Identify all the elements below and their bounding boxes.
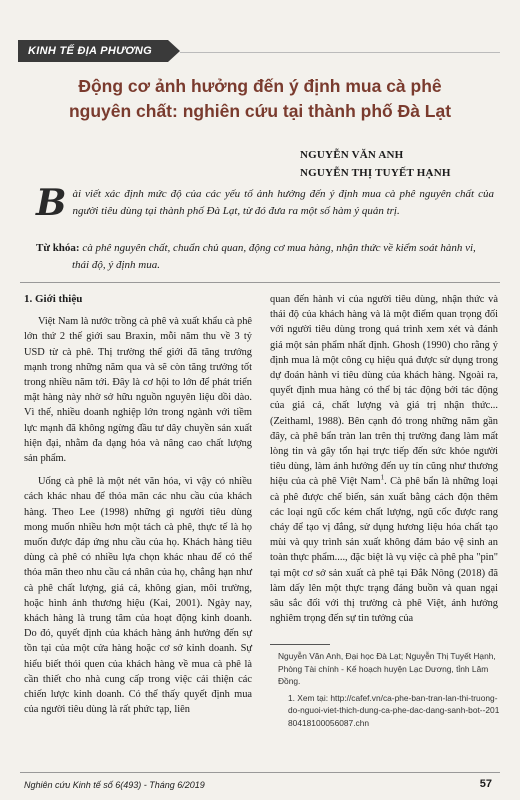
section-heading: 1. Giới thiệu bbox=[24, 293, 83, 305]
author-1: NGUYỄN VĂN ANH bbox=[300, 149, 404, 161]
drop-cap: B bbox=[36, 182, 67, 224]
paragraph bbox=[270, 292, 498, 626]
footnotes bbox=[278, 650, 500, 733]
section-tag: KINH TẾ ĐỊA PHƯƠNG bbox=[18, 40, 168, 62]
author-2: NGUYỄN THỊ TUYẾT HẠNH bbox=[300, 167, 451, 179]
journal-issue: Nghiên cứu Kinh tế số 6(493) - Tháng 6/2019 bbox=[24, 780, 205, 790]
page-number: 57 bbox=[479, 778, 492, 790]
author-list bbox=[300, 146, 451, 182]
title-line-1: Động cơ ảnh hưởng đến ý định mua cà phê bbox=[78, 76, 442, 96]
body-column-left bbox=[24, 292, 252, 725]
footnote-ref[interactable]: 1 bbox=[380, 473, 385, 482]
title-line-2: nguyên chất: nghiên cứu tại thành phố Đà Lạt bbox=[68, 101, 452, 121]
keywords-label: Từ khóa: bbox=[36, 242, 80, 254]
keywords-text: cà phê nguyên chất, chuẩn chủ quan, động cơ mua hàng, nhận thức về kiểm soát hành vi, thái độ, ý định mua. bbox=[72, 242, 476, 271]
author-affiliation: Nguyễn Văn Anh, Đại học Đà Lạt; Nguyễn Thị Tuyết Hạnh, Phòng Tài chính - Kế hoạch huyện Lạc Dương, tỉnh Lâm Đồng. bbox=[278, 651, 496, 686]
abstract bbox=[36, 182, 494, 224]
footnote-1: 1. Xem tại: http://cafef.vn/ca-phe-ban-tran-lan-thi-truong-do-nguoi-viet-thich-dung-ca-phe-dac-dang-sanh-bot--20180418100056087.chn bbox=[288, 692, 500, 728]
section-divider bbox=[20, 282, 500, 283]
footer-rule bbox=[20, 772, 500, 773]
paragraph: Việt Nam là nước trồng cà phê và xuất khẩu cà phê lớn thứ 2 thế giới sau Braxin, mỗi năm thu về 3 tỷ USD từ cà phê. Thị trường thế giới đã tăng trưởng mạnh trong những năm qua và sẽ còn tăng trưởng tốt trong nhiều năm tới. Đây là cơ hội to lớn để phát triển mặt hàng này nhờ sở hữu nguồn nguyên liệu dồi dào. Vì thế, nhiều doanh nghiệp lớn trong ngành với tiềm lực mạnh đã không ngừng đầu tư dây chuyền sản xuất hiện đại, nhằm đa dạng hóa và nâng cao chất lượng sản phẩm. bbox=[24, 316, 252, 465]
footnote-rule bbox=[270, 644, 330, 645]
keywords bbox=[36, 240, 494, 274]
article-title bbox=[20, 74, 500, 124]
paragraph-text-cont: . Cà phê bẩn là những loại cà phê được chế biến, sản xuất bằng cách độn thêm các loại ngũ cốc kém chất lượng, ngũ cốc được rang cháy để tạo vị đắng, sử dụng hương liệu hóa chất tạo mùi và quy trình sản xuất không đảm bảo vệ sinh an toàn thực phẩm...., đặc biệt là vụ việc cà phê pha "pin" tại một cơ sở sản xuất cà phê tại Đắk Nông (2018) đã làm dấy lên một thực trạng đáng buồn và quan ngại sâu sắc đối với thị trường cà phê Việt, ảnh hưởng nghiêm trọng đến sự tin tưởng của bbox=[270, 476, 498, 625]
body-column-right bbox=[270, 292, 498, 634]
header-rule bbox=[180, 52, 500, 53]
paragraph-text: quan đến hành vi của người tiêu dùng, nhận thức và thái độ của khách hàng và là một điểm quan trọng đối với người tiêu dùng trong quá trình xem xét và đánh giá một sản phẩm nhất định. Ghosh (1990) cho rằng ý định mua là một công cụ hiệu quả được sử dụng trong dự đoán hành vi tiêu dùng của khách hàng. Ngoài ra, quyết định mua hàng có thể bị tác động bởi tác động của giá cả, chất lượng và giá trị nhận thức... (Zeithaml, 1988). Bên cạnh đó trong những năm gần đây, cà phê bẩn tràn lan trên thị trường đang làm mất lòng tin và gây tổn hại trực tiếp đến sức khỏe người tiêu dùng, làm ảnh hưởng đến uy tín cũng như thương hiệu của cà phê Việt Nam bbox=[270, 294, 498, 488]
paragraph: Uống cà phê là một nét văn hóa, vì vậy có nhiều cách khác nhau để thỏa mãn các nhu cầu của khách hàng. Theo Lee (1998) những gì người tiêu dùng mong muốn nhiều hơn một tách cà phê, thực tế là họ muốn được đáp ứng nhu cầu của họ. Khách hàng tiêu dùng cà phê có nhiều lựa chọn khác nhau để có thể thỏa mãn theo nhu cầu cá nhân của họ, chẳng hạn như cà phê chất lượng, giá cả, không gian, môi trường, hoặc hình ảnh thương hiệu (Kai, 2001). Ngày nay, khách hàng là trung tâm của hoạt động kinh doanh. Do đó, quyết định của khách hàng ảnh hưởng đến sự tồn tại của một cửa hàng hoặc cơ sở kinh doanh. Sự hiểu biết thói quen của khách hàng về mua cà phê là cần thiết cho nhà cung cấp trong việc cải thiện các chiến lược kinh doanh. Có thể thấy quyết định mua của người tiêu dùng là rất phức tạp, liên bbox=[24, 476, 252, 716]
abstract-text: ài viết xác định mức độ của các yếu tố ảnh hưởng đến ý định mua cà phê nguyên chất của người tiêu dùng tại thành phố Đà Lạt, từ đó đưa ra một số hàm ý quản trị. bbox=[72, 188, 494, 217]
